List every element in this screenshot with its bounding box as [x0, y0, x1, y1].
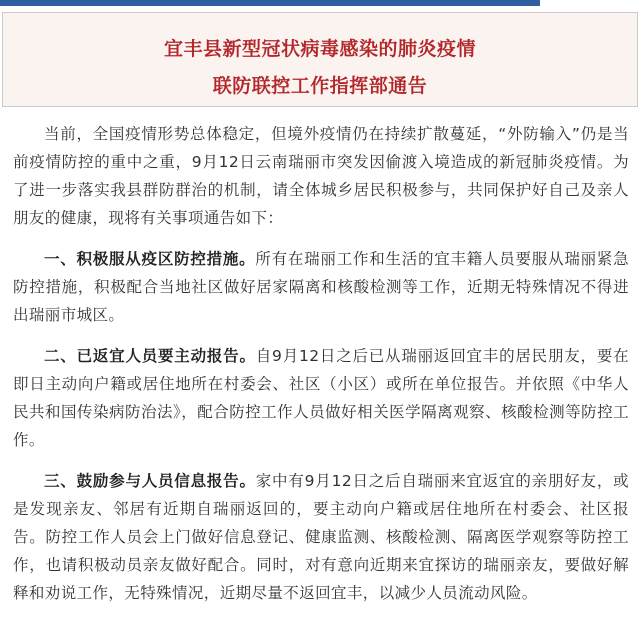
- section-1-heading: 一、积极服从疫区防控措施。: [44, 250, 256, 268]
- section-2-text: 自9月12日之后已从瑞丽返回宜丰的居民朋友，要在即日主动向户籍或居住地所在村委会、社区（小区）或所在单位报告。并依照《中华人民共和国传染病防治法》，配合防控工作人员做好相关医学隔离观察、核酸检测等防控工作。: [13, 347, 630, 449]
- section-3-heading: 三、鼓励参与人员信息报告。: [44, 472, 256, 490]
- title-line-1: 宜丰县新型冠状病毒感染的肺炎疫情: [163, 38, 476, 60]
- section-2-heading: 二、已返宜人员要主动报告。: [44, 347, 256, 365]
- title-box: [2, 12, 638, 107]
- top-accent-bar: [0, 0, 540, 6]
- section-1-text: 所有在瑞丽工作和生活的宜丰籍人员要服从瑞丽紧急防控措施，积极配合当地社区做好居家隔离和核酸检测等工作，近期无特殊情况不得进出瑞丽市城区。: [13, 250, 630, 324]
- section-1-paragraph: [13, 245, 629, 329]
- notice-body: [13, 120, 629, 620]
- intro-paragraph: 当前，全国疫情形势总体稳定，但境外疫情仍在持续扩散蔓延，“外防输入”仍是当前疫情防控的重中之重，9月12日云南瑞丽市突发因偷渡入境造成的新冠肺炎疫情。为了进一步落实我县群防群治的机制，请全体城乡居民积极参与，共同保护好自己及亲人朋友的健康，现将有关事项通告如下：: [13, 125, 629, 227]
- section-2-paragraph: [13, 342, 629, 454]
- title-line-2: 联防联控工作指挥部通告: [212, 75, 428, 97]
- section-3-paragraph: [13, 467, 629, 607]
- section-3-text: 家中有9月12日之后自瑞丽来宜返宜的亲朋好友，或是发现亲友、邻居有近期自瑞丽返回的，要主动向户籍或居住地所在村委会、社区报告。防控工作人员会上门做好信息登记、健康监测、核酸检测、隔离医学观察等防控工作，也请积极动员亲友做好配合。同时，对有意向近期来宜探访的瑞丽亲友，要做好解释和劝说工作，无特殊情况，近期尽量不返回宜丰，以减少人员流动风险。: [13, 472, 630, 602]
